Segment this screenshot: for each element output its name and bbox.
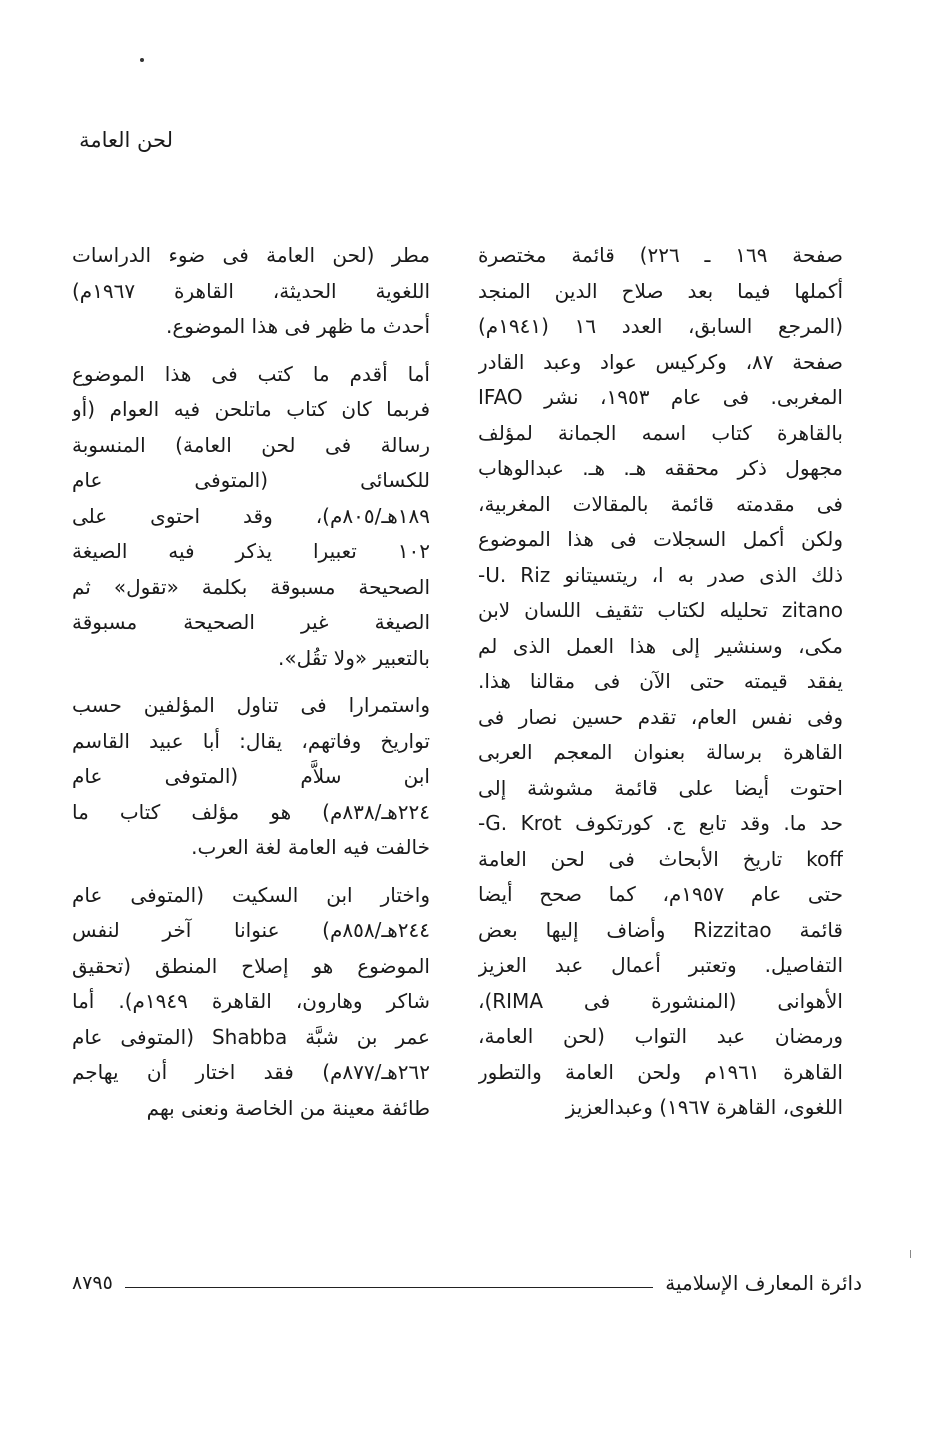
text-line: احتوت أيضا على قائمة مشوشة إلى: [478, 775, 843, 800]
text-line: طائفة معينة من الخاصة ونعنى بهم: [146, 1095, 430, 1120]
publication-title: دائرة المعارف الإسلامية: [665, 1271, 862, 1295]
text-line: (المرجع السابق، العدد ١٦ (١٩٤١م): [478, 314, 843, 338]
paragraph-gap: [72, 676, 430, 688]
right-column-paragraph: [478, 238, 843, 1126]
text-line: ورمضان عبد التواب (لحن العامة،: [478, 1024, 843, 1048]
text-line: اللغوية الحديثة، القاهرة ١٩٦٧م): [72, 278, 430, 303]
text-line: حد ما. وقد تابع ج. كورتكوف G. Krot-: [478, 811, 843, 835]
text-line: واستمرارا فى تناول المؤلفين حسب: [72, 693, 430, 717]
text-line: القاهرة ١٩٦١م ولحن العامة والتطور: [478, 1059, 843, 1084]
text-line: صفحة ١٦٩ ـ ٢٢٦) قائمة مختصرة: [478, 243, 843, 267]
left-column-paragraph: [72, 878, 430, 1127]
text-line: القاهرة برسالة بعنوان المعجم العربى: [478, 740, 843, 764]
text-line: ٢٢٤هـ/٨٣٨م) هو مؤلف كتاب ما: [72, 799, 430, 824]
text-line: ذلك الذى صدر به ا، ريتسيتانو U. Riz-: [478, 562, 843, 587]
text-line: ٢٤٤هـ/٨٥٨م) عنوانا آخر لنفس: [72, 918, 430, 942]
text-line: شاكر وهارون، القاهرة ١٩٤٩م). أما: [72, 989, 430, 1013]
text-line: ٢٦٢هـ/٨٧٧م) فقد اختار أن يهاجم: [72, 1060, 430, 1084]
text-line: المغربى. فى عام ١٩٥٣، نشر IFAO: [478, 385, 843, 409]
text-line: صفحة ٨٧، وكركيس عواد وعبد القادر: [478, 349, 843, 374]
text-line: عمر بن شبَّة Shabba (المتوفى عام: [72, 1024, 430, 1049]
text-line: الأهوانى (المنشورة فى RIMA)،: [478, 988, 843, 1013]
page-number: ٨٧٩٥: [72, 1272, 113, 1294]
text-line: رسالة فى لحن العامة) المنسوبة: [72, 432, 430, 457]
running-header: لحن العامة: [79, 128, 173, 152]
text-line: مكى، وسنشير إلى هذا العمل الذى لم: [478, 633, 843, 658]
page-footer: [72, 1268, 862, 1298]
paragraph-gap: [72, 345, 430, 357]
text-line: يفقد قيمته حتى الآن فى مقالنا هذا.: [478, 669, 843, 693]
left-column-paragraph: [72, 357, 430, 677]
text-line: الصحيحة مسبوقة بكلمة «تقول» ثم: [72, 574, 430, 599]
paragraph-gap: [72, 866, 430, 878]
left-column-paragraph: [72, 688, 430, 866]
left-column: [72, 238, 430, 1126]
stray-dot: [140, 58, 144, 62]
margin-mark: [910, 1250, 911, 1258]
text-line: أما أقدم ما كتب فى هذا الموضوع: [72, 361, 430, 386]
text-line: قائمة Rizzitao وأضاف إليها بعض: [478, 917, 843, 942]
text-line: حتى عام ١٩٥٧م، كما صحح أيضا: [478, 882, 843, 906]
text-line: خالفت فيه العامة لغة العرب.: [191, 835, 430, 859]
text-line: ابن سلاَّم (المتوفى عام: [72, 764, 430, 788]
text-line: مجهول ذكر محققه هـ. هـ. عبدالوهاب: [478, 456, 843, 480]
text-line: مطر (لحن العامة فى ضوء الدراسات: [72, 243, 430, 267]
text-line: للكسائى (المتوفى عام: [72, 468, 430, 492]
text-line: واختار ابن السكيت (المتوفى عام: [72, 882, 430, 907]
text-line: ١٠٢ تعبيرا يذكر فيه الصيغة: [72, 539, 430, 563]
text-line: koff تاريخ الأبحاث فى لحن العامة: [478, 846, 843, 871]
text-line: أكملها فيما بعد صلاح الدين المنجد: [478, 278, 843, 303]
left-column-paragraph: [72, 238, 430, 345]
footer-rule: [125, 1287, 653, 1288]
text-line: الصيغة غير الصحيحة مسبوقة: [72, 610, 430, 634]
text-line: بالتعبير «ولا تقُل».: [278, 645, 430, 670]
text-line: الموضوع هو إصلاح المنطق (تحقيق: [72, 953, 430, 978]
text-line: ١٨٩هـ/٨٠٥م)، وقد احتوى على: [72, 503, 430, 528]
text-line: أحدث ما ظهر فى هذا الموضوع.: [166, 314, 430, 338]
text-line: فربما كان كتاب ماتلحن فيه العوام (أو: [72, 397, 430, 421]
text-line: وفى نفس العام، تقدم حسين نصار فى: [478, 704, 843, 729]
text-line: zitano تحليله لكتاب تثقيف اللسان لابن: [478, 598, 843, 622]
text-line: فى مقدمته قائمة بالمقالات المغربية،: [478, 491, 843, 516]
text-line: تواريخ وفاتهم، يقال: أبا عبيد القاسم: [72, 728, 430, 753]
text-line: التفاصيل. وتعتبر أعمال عبد العزيز: [478, 953, 843, 977]
text-line: اللغوى، القاهرة ١٩٦٧) وعبدالعزيز: [565, 1095, 843, 1119]
right-column: [478, 238, 843, 1126]
text-line: ولكن أكمل السجلات فى هذا الموضوع: [478, 527, 843, 551]
text-line: بالقاهرة كتاب اسمه الجمانة لمؤلف: [478, 420, 843, 445]
